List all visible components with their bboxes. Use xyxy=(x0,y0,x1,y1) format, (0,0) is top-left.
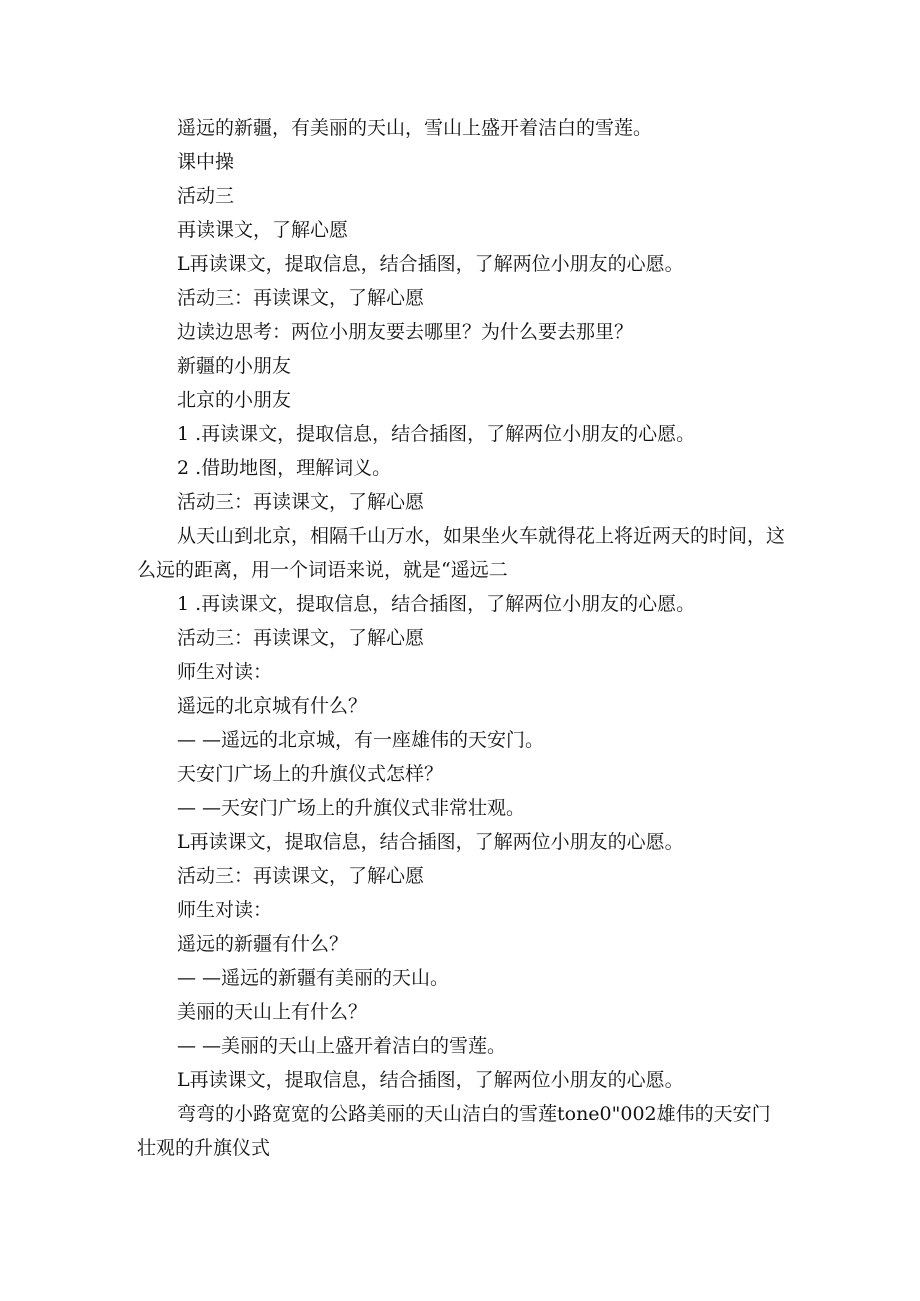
text-paragraph: 弯弯的小路宽宽的公路美丽的天山洁白的雪莲tone0"002雄伟的天安门壮观的升旗仪式 xyxy=(137,1103,771,1159)
text-line: 遥远的新疆有什么？ xyxy=(177,933,349,955)
text-line: 遥远的新疆，有美丽的天山，雪山上盛开着洁白的雪莲。 xyxy=(177,117,653,139)
text-line: — —天安门广场上的升旗仪式非常壮观。 xyxy=(177,797,526,819)
text-line: 课中操 xyxy=(177,151,235,173)
text-line: 1 .再读课文，提取信息，结合插图，了解两位小朋友的心愿。 xyxy=(177,593,696,615)
text-line: 北京的小朋友 xyxy=(177,389,292,411)
text-line: 天安门广场上的升旗仪式怎样？ xyxy=(177,763,444,785)
text-line: 活动三 xyxy=(177,185,235,207)
text-line: 2 .借助地图，理解词义。 xyxy=(177,457,392,479)
text-line: 师生对读： xyxy=(177,899,273,921)
text-line: L再读课文，提取信息，结合插图，了解两位小朋友的心愿。 xyxy=(177,1069,684,1091)
text-line: 师生对读： xyxy=(177,661,273,683)
text-line: 边读边思考：两位小朋友要去哪里？为什么要去那里？ xyxy=(177,321,634,343)
text-paragraph: 从天山到北京，相隔千山万水，如果坐火车就得花上将近两天的时间，这么远的距离，用一个词语来说，就是“遥远二 xyxy=(137,525,786,581)
text-line: L再读课文，提取信息，结合插图，了解两位小朋友的心愿。 xyxy=(177,253,684,275)
text-line: 新疆的小朋友 xyxy=(177,355,292,377)
text-line: 活动三：再读课文，了解心愿 xyxy=(177,627,425,649)
text-line: 活动三：再读课文，了解心愿 xyxy=(177,865,425,887)
text-line: 1 .再读课文，提取信息，结合插图，了解两位小朋友的心愿。 xyxy=(177,423,696,445)
text-line: — —遥远的新疆有美丽的天山。 xyxy=(177,967,450,989)
text-line: L再读课文，提取信息，结合插图，了解两位小朋友的心愿。 xyxy=(177,831,684,853)
text-line: 活动三：再读课文，了解心愿 xyxy=(177,287,425,309)
text-line: 再读课文，了解心愿 xyxy=(177,219,349,241)
text-line: — —美丽的天山上盛开着洁白的雪莲。 xyxy=(177,1035,507,1057)
text-line: 活动三：再读课文，了解心愿 xyxy=(177,491,425,513)
text-line: — —遥远的北京城，有一座雄伟的天安门。 xyxy=(177,729,545,751)
text-line: 遥远的北京城有什么？ xyxy=(177,695,368,717)
text-line: 美丽的天山上有什么？ xyxy=(177,1001,368,1023)
